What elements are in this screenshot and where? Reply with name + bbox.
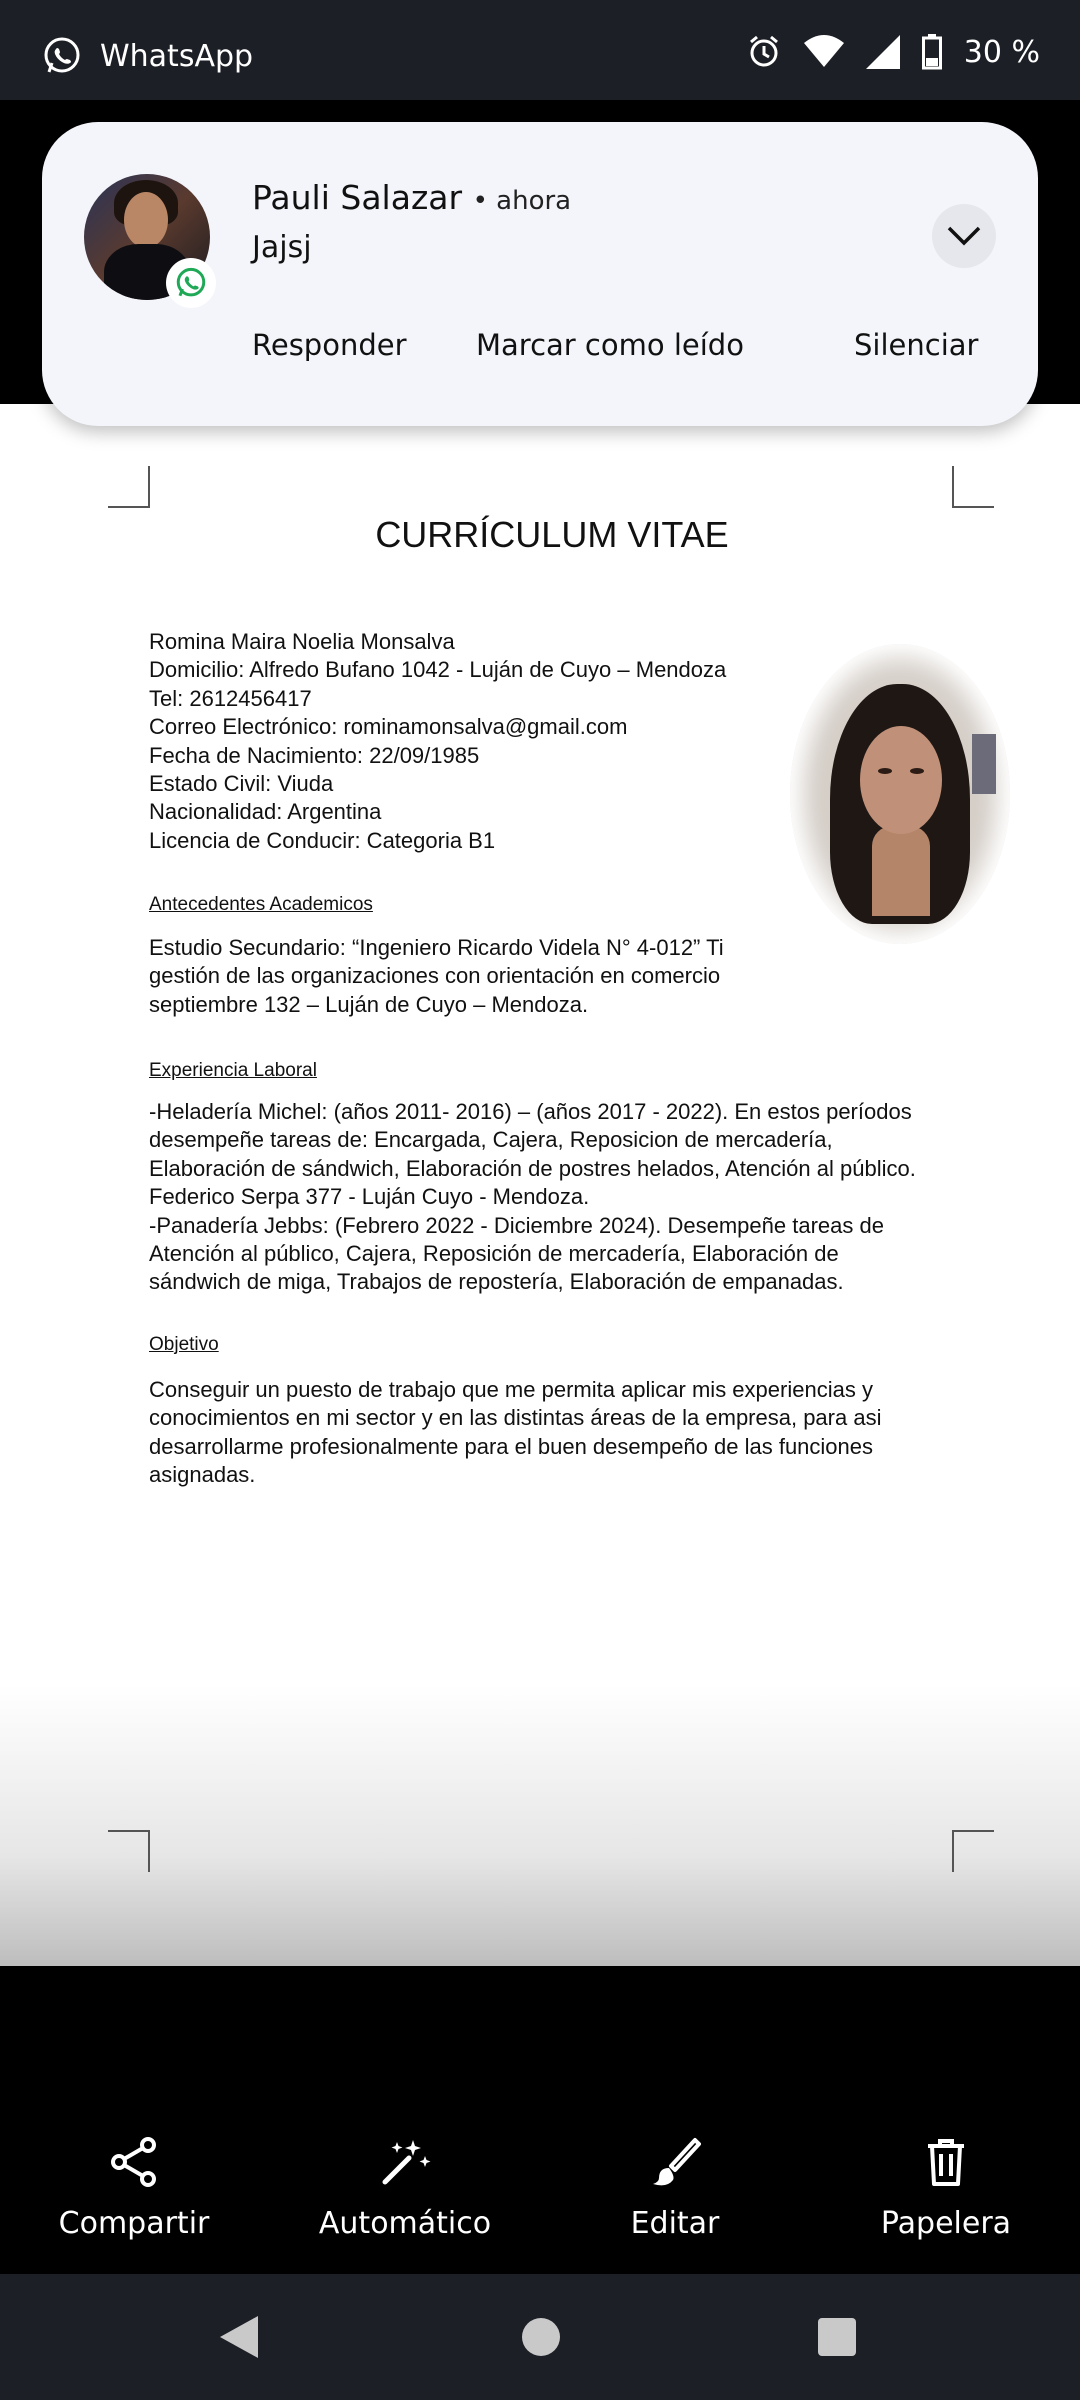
- trash-label: Papelera: [880, 2206, 1012, 2241]
- work-line: Elaboración de sándwich, Elaboración de postres helados, Atención al público.: [149, 1155, 916, 1181]
- mute-button[interactable]: Silenciar: [854, 328, 979, 362]
- status-bar-right: [746, 34, 1040, 70]
- magic-wand-icon: [379, 2136, 431, 2188]
- wifi-icon: [804, 35, 844, 69]
- share-label: Compartir: [58, 2206, 210, 2241]
- personal-info: [149, 628, 744, 855]
- work-info: [149, 1098, 916, 1297]
- avatar-face: [124, 192, 168, 248]
- document-title: CURRÍCULUM VITAE: [375, 514, 729, 555]
- academic-line: gestión de las organizaciones con orientación en comercio: [149, 963, 721, 989]
- brush-icon: [649, 2136, 701, 2188]
- work-heading: Experiencia Laboral: [149, 1060, 317, 1081]
- status-bar: [0, 0, 1080, 100]
- alarm-icon: [746, 34, 782, 70]
- personal-line: Licencia de Conducir: Categoria B1: [149, 827, 496, 853]
- expand-button[interactable]: [932, 204, 996, 268]
- academic-info: [149, 934, 744, 1019]
- auto-enhance-label: Automático: [318, 2206, 492, 2241]
- work-line: sándwich de miga, Trabajos de repostería, Elaboración de empanadas.: [149, 1269, 844, 1295]
- photo-eye: [878, 768, 892, 774]
- mark-as-read-button[interactable]: Marcar como leído: [476, 328, 744, 362]
- personal-line: Romina Maira Noelia Monsalva: [149, 629, 455, 654]
- share-icon: [108, 2136, 160, 2188]
- notification-message: Jajsj: [252, 230, 312, 265]
- reply-button[interactable]: Responder: [252, 328, 407, 362]
- whatsapp-icon: [42, 36, 82, 76]
- notification-separator: •: [472, 186, 497, 216]
- crop-handle-bottom-left[interactable]: [108, 1830, 150, 1872]
- work-line: -Heladería Michel: (años 2011- 2016) – (años 2017 - 2022). En estos períodos: [149, 1099, 912, 1124]
- edit-button[interactable]: [565, 2136, 785, 2241]
- notification-header: [252, 178, 571, 217]
- crop-handle-bottom-right[interactable]: [952, 1830, 994, 1872]
- objective-line: desarrollarme profesionalmente para el buen desempeño de las funciones: [149, 1433, 874, 1459]
- personal-line: Domicilio: Alfredo Bufano 1042 - Luján de Cuyo – Mendoza: [149, 657, 727, 683]
- home-icon[interactable]: [522, 2318, 560, 2356]
- chevron-down-icon: [946, 225, 982, 247]
- personal-line: Nacionalidad: Argentina: [149, 799, 382, 825]
- status-app-name: WhatsApp: [100, 38, 254, 74]
- work-line: -Panadería Jebbs: (Febrero 2022 - Diciembre 2024). Desempeñe tareas de: [149, 1212, 884, 1238]
- notification-time: ahora: [496, 186, 572, 216]
- academic-heading: Antecedentes Academicos: [149, 894, 373, 915]
- status-bar-left: [42, 36, 253, 76]
- edit-label: Editar: [630, 2206, 720, 2241]
- objective-heading: Objetivo: [149, 1334, 219, 1355]
- photo-background: [972, 734, 996, 794]
- work-line: Federico Serpa 377 - Luján Cuyo - Mendoza.: [149, 1184, 590, 1210]
- battery-icon: [922, 34, 942, 70]
- crop-handle-top-right[interactable]: [952, 466, 994, 508]
- notification-sender: Pauli Salazar: [252, 178, 463, 217]
- work-line: desempeñe tareas de: Encargada, Cajera, Reposicion de mercadería,: [149, 1127, 833, 1153]
- objective-line: asignadas.: [149, 1462, 256, 1488]
- back-icon[interactable]: [220, 2316, 258, 2358]
- objective-line: conocimientos en mi sector y en las distintas áreas de la empresa, para asi: [149, 1405, 882, 1431]
- battery-level: 30 %: [963, 34, 1040, 70]
- navigation-bar: [0, 2274, 1080, 2400]
- profile-photo: [790, 644, 1010, 944]
- photo-neck: [872, 826, 930, 916]
- personal-line: Estado Civil: Viuda: [149, 771, 334, 797]
- document-viewer[interactable]: [0, 404, 1080, 1966]
- signal-icon: [866, 35, 900, 69]
- whatsapp-badge-icon: [166, 258, 216, 308]
- photo-face: [860, 726, 942, 834]
- trash-button[interactable]: [836, 2136, 1056, 2241]
- share-button[interactable]: [24, 2136, 244, 2241]
- personal-line: Fecha de Nacimiento: 22/09/1985: [149, 742, 480, 768]
- auto-enhance-button[interactable]: [295, 2136, 515, 2241]
- work-line: Atención al público, Cajera, Reposición de mercadería, Elaboración de: [149, 1241, 839, 1267]
- bottom-toolbar: [0, 1966, 1080, 2274]
- whatsapp-notification[interactable]: [42, 122, 1038, 426]
- personal-line: Tel: 2612456417: [149, 685, 312, 711]
- personal-line: Correo Electrónico: rominamonsalva@gmail.com: [149, 714, 628, 740]
- recents-icon[interactable]: [818, 2318, 856, 2356]
- crop-handle-top-left[interactable]: [108, 466, 150, 508]
- objective-line: Conseguir un puesto de trabajo que me permita aplicar mis experiencias y: [149, 1377, 873, 1402]
- academic-line: septiembre 132 – Luján de Cuyo – Mendoza.: [149, 991, 589, 1017]
- objective-info: [149, 1376, 881, 1490]
- photo-eye: [910, 768, 924, 774]
- academic-line: Estudio Secundario: “Ingeniero Ricardo Videla N° 4-012” Ti: [149, 935, 724, 960]
- trash-icon: [920, 2136, 972, 2188]
